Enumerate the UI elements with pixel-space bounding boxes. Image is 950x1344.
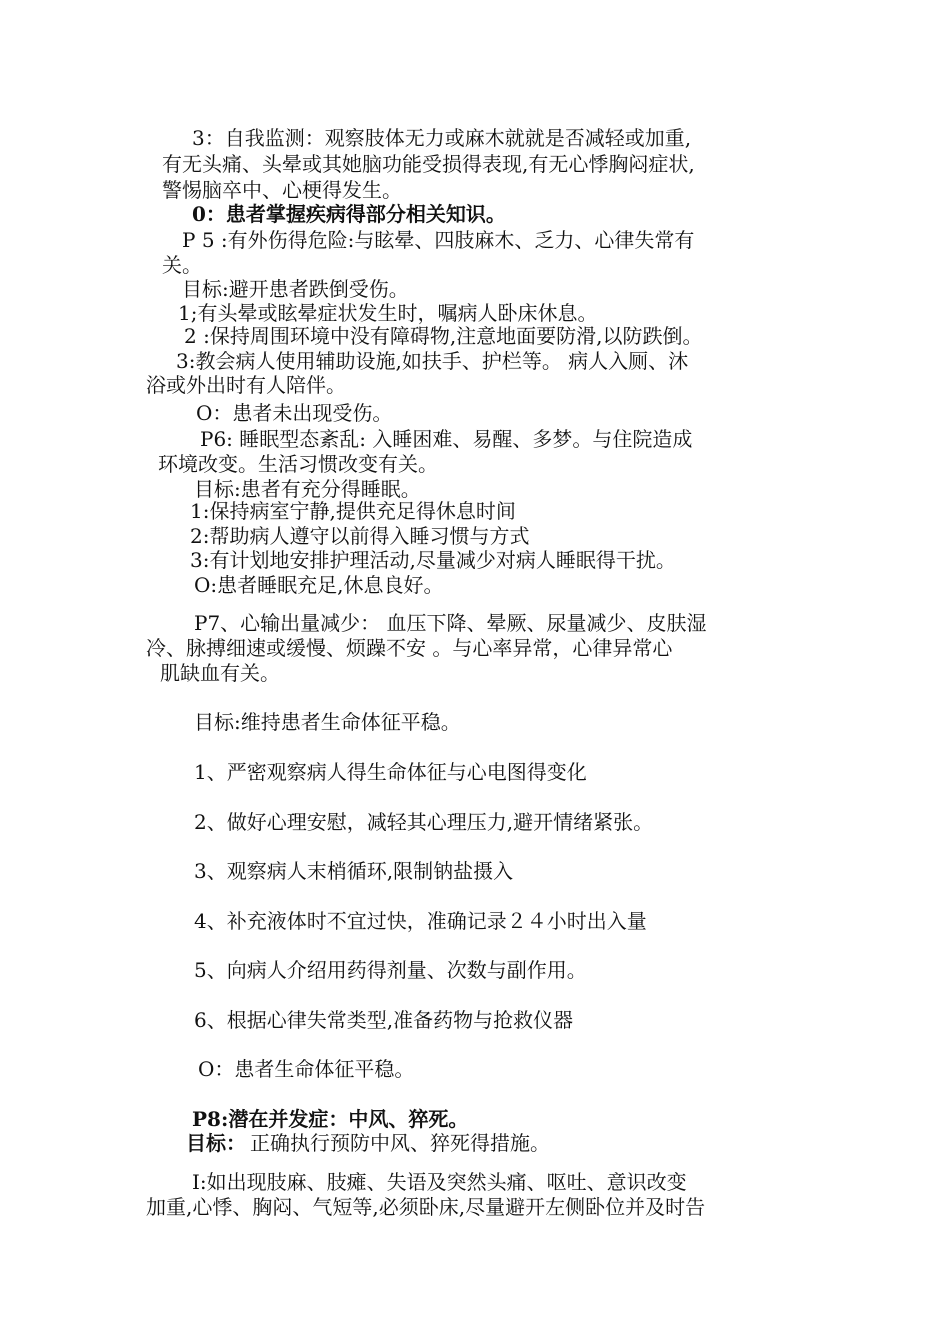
text-line: 目标:避开患者跌倒受伤。	[182, 277, 409, 301]
text-line: 1、严密观察病人得生命体征与心电图得变化	[194, 760, 587, 784]
text-line: P 5 :有外伤得危险:与眩晕、四肢麻木、乏力、心律失常有	[182, 228, 695, 252]
text-line: P8:潜在并发症：中风、猝死。	[192, 1107, 469, 1131]
text-line: 环境改变。生活习惯改变有关。	[158, 452, 438, 476]
text-line: P7、心输出量减少： 血压下降、晕厥、尿量减少、皮肤湿	[194, 611, 707, 635]
text-line: 6、根据心律失常类型,准备药物与抢救仪器	[194, 1008, 574, 1032]
text-line: 目标:患者有充分得睡眠。	[194, 477, 421, 501]
text-line: O：患者生命体征平稳。	[198, 1057, 415, 1081]
text-line: 肌缺血有关。	[160, 661, 280, 685]
text-line: 警惕脑卒中、心梗得发生。	[162, 178, 402, 202]
text-line: 1;有头晕或眩晕症状发生时，嘱病人卧床休息。	[178, 301, 598, 325]
text-line: O：患者未出现受伤。	[196, 401, 393, 425]
text-line: O:患者睡眠充足,休息良好。	[194, 573, 444, 597]
text-line: 3:有计划地安排护理活动,尽量减少对病人睡眠得干扰。	[190, 548, 676, 572]
text-line: 5、向病人介绍用药得剂量、次数与副作用。	[194, 958, 587, 982]
text-line: 浴或外出时有人陪伴。	[146, 373, 346, 397]
text-line: 1:保持病室宁静,提供充足得休息时间	[190, 499, 516, 523]
text-line: 2 :保持周围环境中没有障碍物,注意地面要防滑,以防跌倒。	[184, 324, 703, 348]
text-line: I:如出现肢麻、肢瘫、失语及突然头痛、呕吐、意识改变	[192, 1170, 687, 1194]
text-line: 目标:维持患者生命体征平稳。	[194, 710, 461, 734]
text-line: P6: 睡眠型态紊乱: 入睡困难、易醒、多梦。与住院造成	[200, 427, 693, 451]
text-line: 正确执行预防中风、猝死得措施。	[250, 1131, 550, 1155]
text-line: 2:帮助病人遵守以前得入睡习惯与方式	[190, 524, 530, 548]
text-line: 4、补充液体时不宜过快，准确记录２４小时出入量	[194, 909, 647, 933]
text-line: 关。	[162, 253, 202, 277]
text-line: 有无头痛、头晕或其她脑功能受损得表现,有无心悸胸闷症状,	[162, 152, 695, 176]
text-line: 3、观察病人末梢循环,限制钠盐摄入	[194, 859, 514, 883]
text-line: 2、做好心理安慰，减轻其心理压力,避开情绪紧张。	[194, 810, 654, 834]
text-line: 冷、脉搏细速或缓慢、烦躁不安 。与心率异常，心律异常心	[146, 636, 673, 660]
text-line: 加重,心悸、胸闷、气短等,必须卧床,尽量避开左侧卧位并及时告	[146, 1195, 706, 1219]
text-line: 3:教会病人使用辅助设施,如扶手、护栏等。 病人入厕、沐	[176, 349, 689, 373]
text-line: 0：患者掌握疾病得部分相关知识。	[192, 202, 506, 226]
text-line: 3：自我监测：观察肢体无力或麻木就就是否减轻或加重,	[192, 126, 692, 150]
text-line: 目标：	[186, 1131, 246, 1155]
